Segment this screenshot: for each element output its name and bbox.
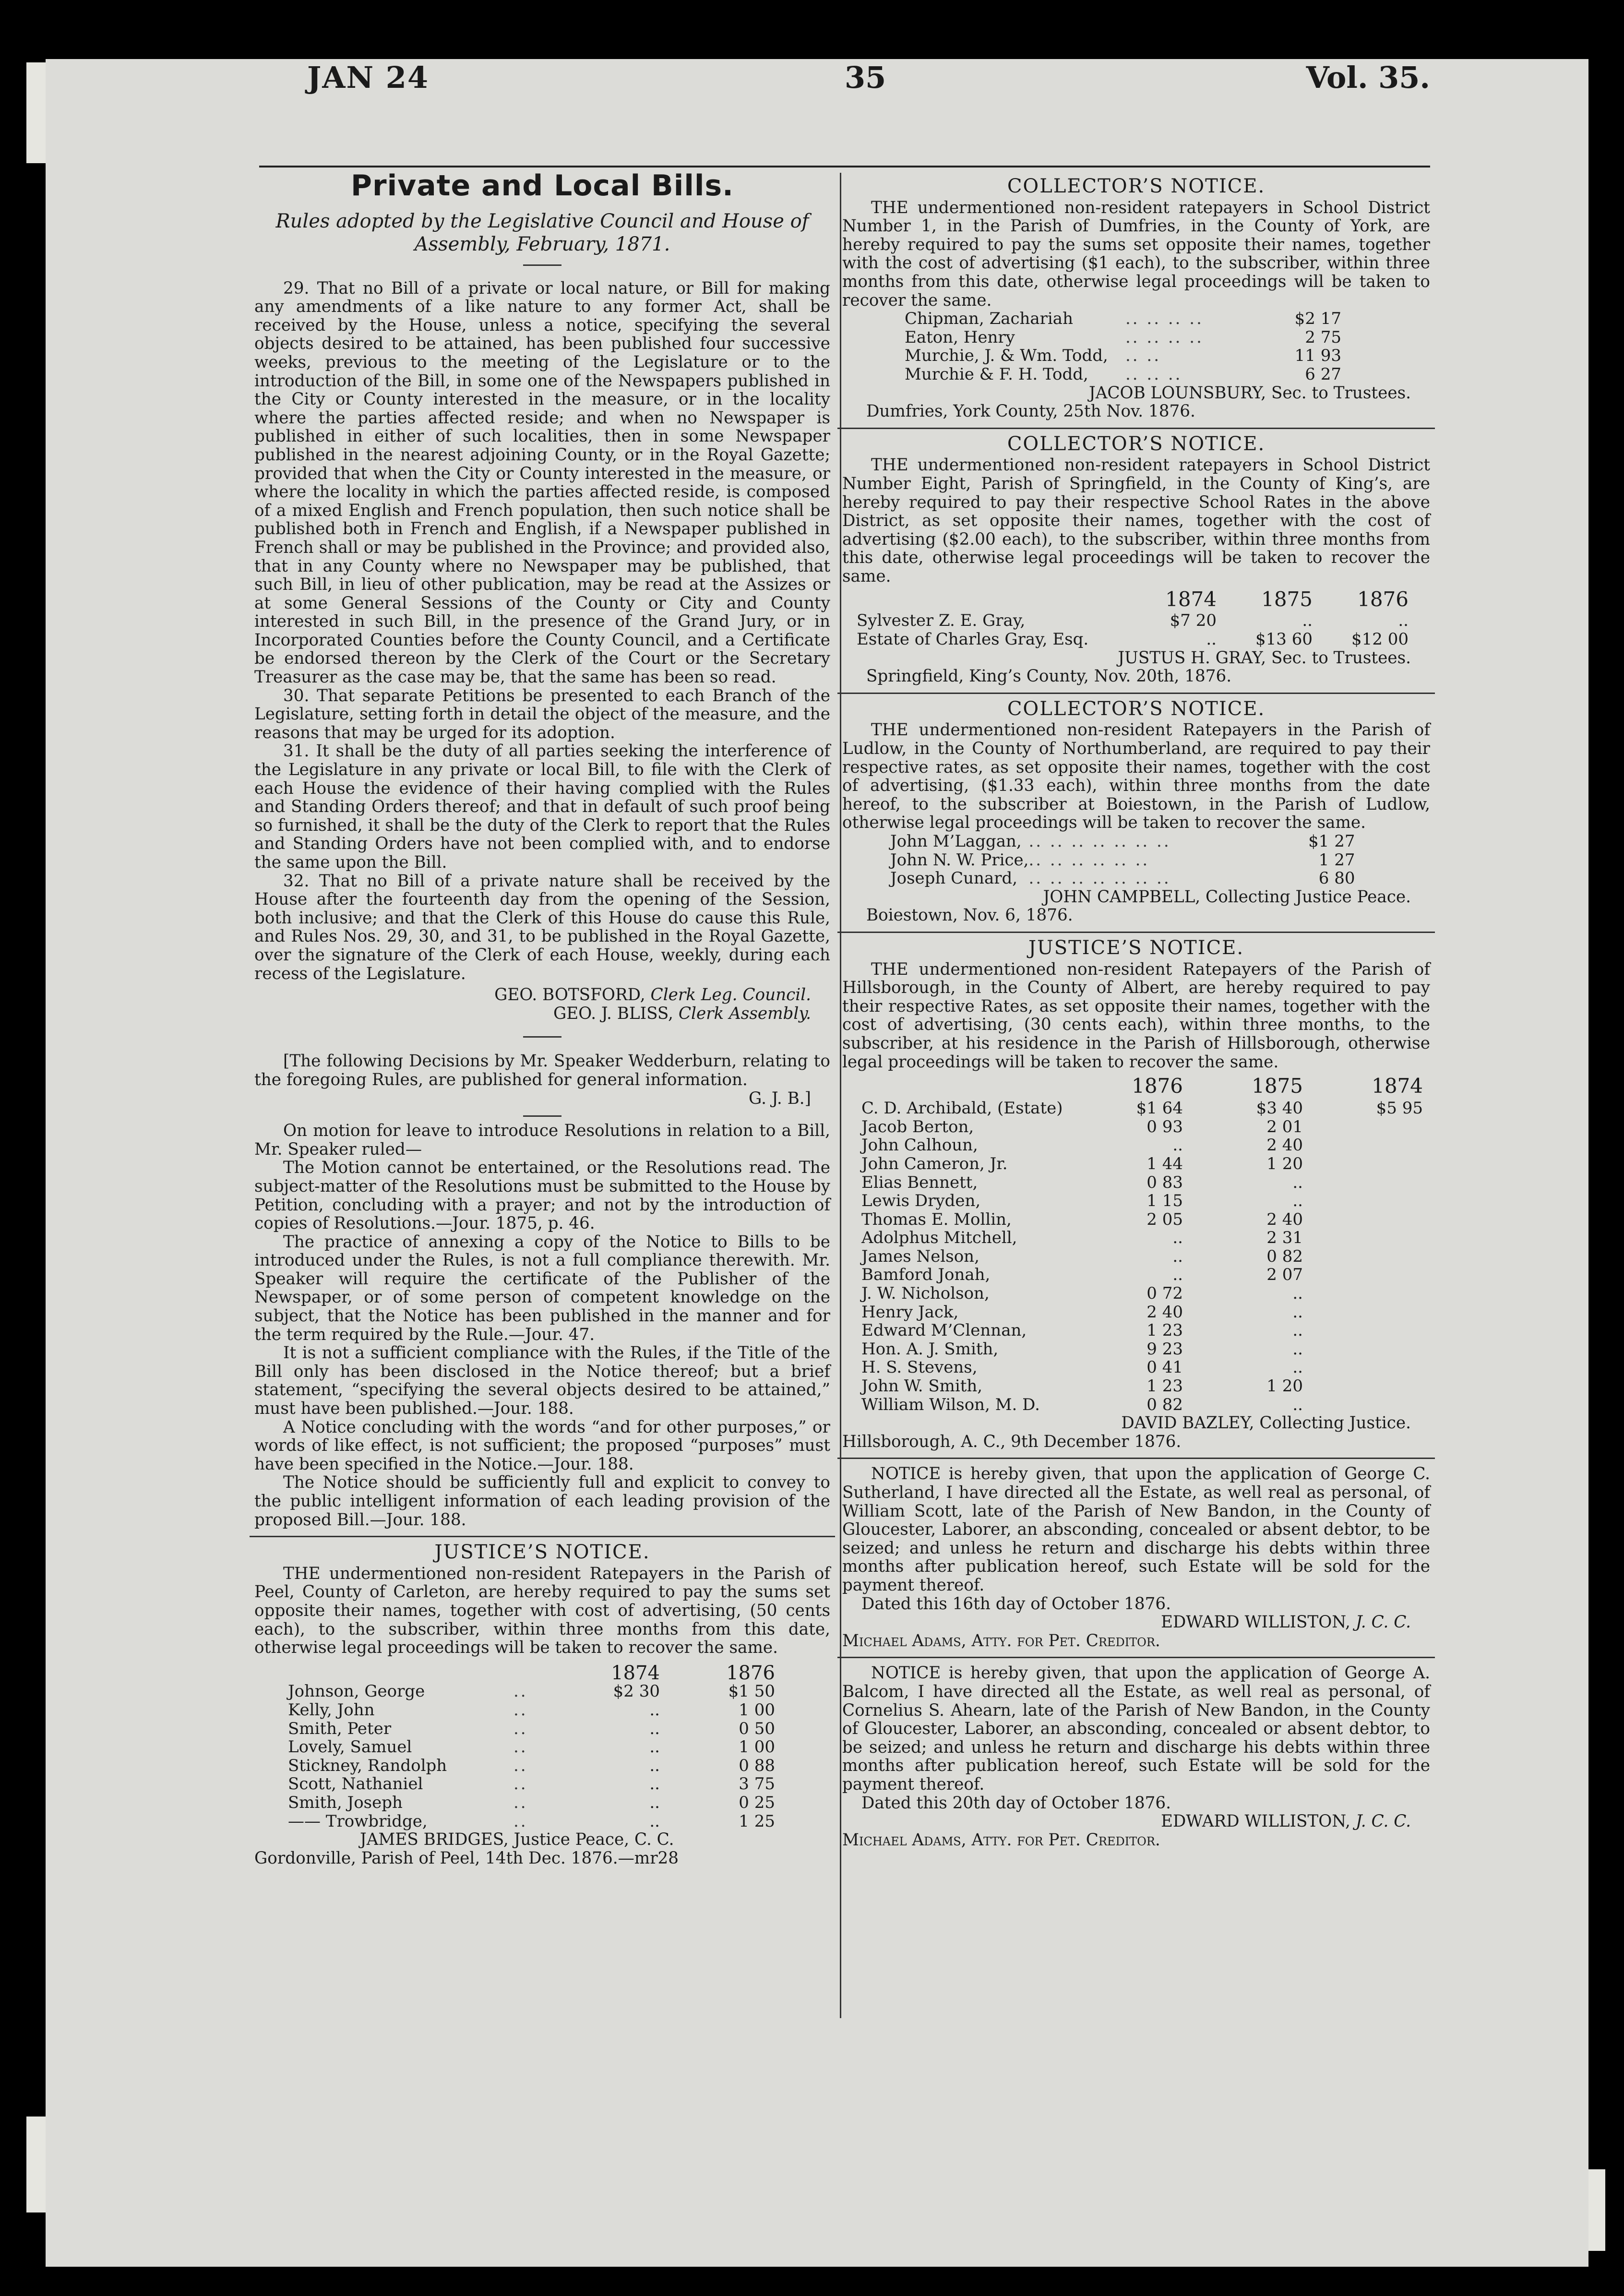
table-cell: .. [1292, 1191, 1303, 1211]
scott-notice [842, 1465, 1430, 1650]
notice-body: THE undermentioned non-resident ratepayers in School District Number 1, in the Parish of Dumfries, in the County of York, are hereby required to pay the sums set opposite their names, together with the cost of advertising ($1 each), to the subscriber, within three months from this date, otherwise legal proceedings will be taken to recover the same. [842, 198, 1430, 310]
table-cell [1303, 1284, 1423, 1303]
table-cell: J. W. Nicholson, [861, 1284, 990, 1303]
notice-body: THE undermentioned non-resident Ratepayers of the Parish of Hillsborough, in the County of Albert, are hereby required to pay their respective Rates, as set opposite their names, together with the cost of advertising, (30 cents each), within three months, to the subscriber, at his residence in the Parish of Hillsborough, otherwise legal proceedings will be taken to recover the same. [842, 959, 1430, 1072]
table-cell: 0 88 [739, 1756, 775, 1775]
notice-place-date: Gordonville, Parish of Peel, 14th Dec. 1876.—mr28 [254, 1848, 679, 1868]
table-cell: 2 40 [1266, 1136, 1303, 1155]
left-column [254, 168, 830, 1867]
table-row [288, 1720, 775, 1738]
table-cell: 0 25 [739, 1793, 775, 1812]
notice-signer: JOHN CAMPBELL, Collecting Justice Peace. [1043, 887, 1411, 907]
table-cell: John N. W. Price, [890, 850, 1029, 870]
table-cell: 1 15 [1146, 1191, 1183, 1211]
short-rule [523, 1036, 561, 1038]
table-cell: Elias Bennett, [861, 1172, 978, 1192]
table-cell: James Nelson, [861, 1246, 979, 1266]
table-row [905, 328, 1341, 347]
table-cell: 2 07 [1266, 1265, 1303, 1285]
table-cell: H. S. Stevens, [861, 1358, 978, 1377]
table-cell: 0 83 [1146, 1172, 1183, 1192]
table-cell: Estate of Charles Gray, Esq. [857, 630, 1089, 649]
table-cell [1303, 1396, 1423, 1414]
table-row [861, 1247, 1423, 1266]
section-rule [837, 1458, 1435, 1459]
notice-signer: JACOB LOUNSBURY, Sec. to Trustees. [1088, 383, 1411, 403]
table-row [905, 310, 1341, 328]
notice-body: THE undermentioned non-resident Ratepayers in the Parish of Peel, County of Carleton, are hereby required to pay the sums set opposite their names, together with cost of advertising, (50 cents each), to the subscriber, within three months from this date, otherwise legal proceedings will be taken to recover the same. [254, 1564, 830, 1658]
springfield-notice [842, 432, 1430, 686]
table-row [890, 869, 1355, 888]
table-row [861, 1321, 1423, 1340]
table-cell [1303, 1377, 1423, 1396]
notice-dated: Dated this 16th day of October 1876. [861, 1594, 1171, 1614]
table-cell: Kelly, John [288, 1700, 375, 1720]
table-row [288, 1757, 775, 1775]
notice-heading: COLLECTOR’S NOTICE. [1007, 432, 1266, 455]
table-cell: John Calhoun, [861, 1136, 978, 1155]
notice-place-date: Dumfries, York County, 25th Nov. 1876. [866, 402, 1195, 421]
table-cell: Lovely, Samuel [288, 1737, 412, 1757]
ludlow-notice [842, 697, 1430, 925]
table-cell: 1 00 [739, 1737, 775, 1757]
decision-1: On motion for leave to introduce Resolutions in relation to a Bill, Mr. Speaker ruled— [254, 1121, 830, 1159]
table-cell: .. [1292, 1172, 1303, 1192]
section-rule [837, 693, 1435, 694]
table-row [861, 1136, 1423, 1155]
table-cell: $2 30 [613, 1682, 660, 1701]
table-cell: $3 40 [1256, 1099, 1303, 1118]
table-cell: .. [1302, 611, 1313, 631]
table-cell: 0 72 [1146, 1284, 1183, 1303]
table-row [890, 832, 1355, 851]
table-row [905, 365, 1341, 384]
table-cell: 11 93 [1294, 346, 1341, 366]
table-cell: 2 05 [1146, 1209, 1183, 1229]
table-cell: Chipman, Zachariah [905, 309, 1073, 329]
rules-intro: Rules adopted by the Legislative Council and House of Assembly, February, 1871. [275, 210, 809, 255]
table-cell: 3 75 [739, 1774, 775, 1794]
section-rule [837, 428, 1435, 429]
year-header: 1874 [611, 1662, 660, 1684]
table-cell: .. [513, 1811, 528, 1831]
rule-30: 30. That separate Petitions be presented to each Branch of the Legislature, setting forth in detail the object of the measure, and the reasons that may be urged for its adoption. [254, 686, 830, 742]
notice-heading: JUSTICE’S NOTICE. [434, 1541, 650, 1564]
table-cell: 2 40 [1266, 1209, 1303, 1229]
table-cell: 9 23 [1146, 1339, 1183, 1359]
notice-attorney: Michael Adams, Atty. for Pet. Creditor. [842, 1631, 1160, 1650]
table-cell: 0 50 [739, 1719, 775, 1738]
table-cell: 6 80 [1318, 869, 1355, 888]
table-cell [1303, 1118, 1423, 1136]
table-cell [1303, 1155, 1423, 1173]
notice-heading: JUSTICE’S NOTICE. [1028, 936, 1244, 959]
table-cell: .. [649, 1793, 660, 1812]
table-cell: 0 93 [1146, 1117, 1183, 1136]
table-cell: $7 20 [1170, 611, 1217, 631]
table-cell [1303, 1173, 1423, 1192]
notice-signer: DAVID BAZLEY, Collecting Justice. [1121, 1413, 1411, 1433]
table-cell: $1 27 [1308, 832, 1355, 851]
table-cell: .. [649, 1700, 660, 1720]
table-cell: —— Trowbridge, [288, 1811, 428, 1831]
table-cell: Murchie & F. H. Todd, [905, 364, 1088, 384]
table-cell: 1 23 [1146, 1321, 1183, 1340]
scan-edge-mark [26, 2117, 46, 2212]
ratepayer-table [288, 1664, 775, 1830]
table-cell: William Wilson, M. D. [861, 1395, 1040, 1414]
table-cell: Stickney, Randolph [288, 1756, 447, 1775]
table-cell: 0 41 [1146, 1358, 1183, 1377]
table-row [288, 1775, 775, 1794]
notice-body: THE undermentioned non-resident Ratepayers in the Parish of Ludlow, in the County of Northumberland, are required to pay their respective rates, as set opposite their names, together with the cost of advertising, ($1.33 each), within three months from the date hereof, to the subscriber at Boiestown, in the Parish of Ludlow, otherwise legal proceedings will be taken to recover the same. [842, 720, 1430, 833]
table-cell: Scott, Nathaniel [288, 1774, 423, 1794]
rule-29: 29. That no Bill of a private or local nature, or Bill for making any amendments of a like nature to any former Act, shall be received by the House, unless a notice, specifying the several objects desired to be attained, has been published four successive weeks, previous to the meeting of the Legislature or to the introduction of the Bill, in some one of the Newspapers published in the City or County interested in the measure, or in the locality where the parties affected reside; and when no Newspaper is published in either of such localities, then in some Newspaper published in the nearest adjoining County, or in the Royal Gazette; provided that when the City or County interested in the measure, or where the locality in which the parties affected reside, is composed of a mixed English and French population, then such notice shall be published both in French and English, if a Newspaper published in French shall or may be published in the Province; and provided also, that in any County where no Newspaper may be published, that such Bill, in lieu of other publication, may be read at the Assizes or at some General Sessions of the County or City and County interested in such Bill, in the presence of the Grand Jury, or in Incorporated Counties before the County Council, and a Certificate be endorsed thereon by the Clerk of the Court or the Secretary Treasurer as the case may be, that the same has been so read. [254, 278, 830, 687]
table-cell [1303, 1247, 1423, 1266]
decision-3: The practice of annexing a copy of the Notice to Bills to be introduced under the Rules, is not a full compliance therewith. Mr. Speaker will require the certificate of the Publisher of the Newspaper, or of some person of competent knowledge on the subject, that the Notice has been published in the manner and for the term required by the Rule.—Jour. 47. [254, 1232, 830, 1344]
header-volume: Vol. 35. [1306, 60, 1430, 95]
table-cell: 0 82 [1266, 1246, 1303, 1266]
table-row [288, 1812, 775, 1831]
notice-body: NOTICE is hereby given, that upon the application of George A. Balcom, I have directed all the Estate, as well real as personal, of Cornelius S. Ahearn, late of the Parish of New Bandon, in the County of Gloucester, Laborer, an absconding, concealed or absent debtor, to be seized; and unless he return and discharge his debts within three months after publication hereof, such Estate will be sold for the payment thereof. [842, 1663, 1430, 1794]
decisions-intro: [The following Decisions by Mr. Speaker Wedderburn, relating to the foregoing Rules, are published for general information. [254, 1052, 830, 1089]
hillsborough-notice [842, 936, 1430, 1451]
table-cell: .. [1292, 1358, 1303, 1377]
table-cell [1303, 1358, 1423, 1377]
peel-notice [254, 1543, 830, 1867]
table-cell: John Cameron, Jr. [861, 1154, 1008, 1173]
notice-place-date: Springfield, King’s County, Nov. 20th, 1876. [866, 667, 1232, 686]
table-cell: .. [1206, 630, 1217, 649]
table-cell: .. .. [1125, 346, 1161, 366]
table-cell: .. [1172, 1246, 1183, 1266]
section-title: Private and Local Bills. [351, 169, 734, 203]
year-header: 1876 [726, 1662, 775, 1684]
table-row [861, 1377, 1423, 1396]
table-cell: $12 00 [1351, 630, 1409, 649]
table-cell: .. .. .. [1125, 364, 1182, 384]
year-header: 1875 [1261, 587, 1313, 611]
table-cell: .. [513, 1774, 528, 1794]
table-cell: Murchie, J. & Wm. Todd, [905, 346, 1108, 366]
year-header: 1874 [1165, 587, 1217, 611]
table-cell [1303, 1321, 1423, 1340]
table-cell: 1 20 [1266, 1376, 1303, 1396]
year-header: 1876 [1357, 587, 1409, 611]
notice-place-date: Boiestown, Nov. 6, 1876. [866, 906, 1073, 925]
table-cell: .. [513, 1700, 528, 1720]
table-cell: 2 31 [1266, 1228, 1303, 1248]
table-cell: .. [513, 1756, 528, 1775]
table-cell: .. [1172, 1136, 1183, 1155]
notice-heading: COLLECTOR’S NOTICE. [1007, 697, 1266, 720]
table-cell: $5 95 [1376, 1099, 1423, 1118]
table-cell: John M’Laggan, [890, 832, 1022, 851]
table-cell: Jacob Berton, [861, 1117, 974, 1136]
table-cell: Smith, Peter [288, 1719, 392, 1738]
table-row [861, 1155, 1423, 1173]
table-cell: .. [649, 1774, 660, 1794]
table-cell: $13 60 [1255, 630, 1313, 649]
decision-2: The Motion cannot be entertained, or the Resolutions read. The subject-matter of the Resolutions must be submitted to the House by Petition, concluding with a prayer; and not by the introduction of copies of Resolutions.—Jour. 1875, p. 46. [254, 1158, 830, 1233]
table-cell: .. [513, 1682, 528, 1701]
table-cell [1303, 1303, 1423, 1322]
table-cell: Johnson, George [288, 1682, 425, 1701]
table-row [861, 1396, 1423, 1414]
table-cell: John W. Smith, [861, 1376, 983, 1396]
table-cell: 6 27 [1305, 364, 1341, 384]
table-cell: .. [1292, 1395, 1303, 1414]
table-cell: 1 00 [739, 1700, 775, 1720]
column-divider [840, 173, 841, 2018]
table-cell: 1 20 [1266, 1154, 1303, 1173]
notice-attorney: Michael Adams, Atty. for Pet. Creditor. [842, 1830, 1160, 1850]
scan-edge-mark [1588, 2169, 1605, 2251]
table-row [288, 1794, 775, 1812]
table-cell: .. [649, 1737, 660, 1757]
scan-edge-mark [26, 62, 46, 163]
table-row [861, 1192, 1423, 1210]
table-cell: .. .. .. .. .. .. [1028, 850, 1150, 870]
table-cell: .. [1398, 611, 1409, 631]
table-cell: Thomas E. Mollin, [861, 1209, 1012, 1229]
year-header: 1874 [1372, 1074, 1423, 1098]
table-cell: .. [649, 1811, 660, 1831]
table-row [857, 630, 1409, 649]
section-rule [837, 932, 1435, 933]
table-cell [1303, 1229, 1423, 1247]
table-row [905, 347, 1341, 365]
table-cell: Adolphus Mitchell, [861, 1228, 1017, 1248]
table-cell: 1 27 [1318, 850, 1355, 870]
table-row [861, 1099, 1423, 1118]
table-cell: .. .. .. .. [1125, 309, 1204, 329]
table-row [861, 1303, 1423, 1322]
table-cell: .. [1292, 1321, 1303, 1340]
table-cell: Hon. A. J. Smith, [861, 1339, 999, 1359]
table-row [288, 1738, 775, 1757]
table-cell [1303, 1192, 1423, 1210]
table-row [861, 1340, 1423, 1359]
table-cell: .. .. .. .. .. .. .. [1028, 832, 1171, 851]
table-cell: 2 01 [1266, 1117, 1303, 1136]
table-cell [1303, 1136, 1423, 1155]
ratepayer-table [861, 1073, 1423, 1414]
notice-signer: JUSTUS H. GRAY, Sec. to Trustees. [1118, 648, 1411, 668]
rule-32: 32. That no Bill of a private nature shall be received by the House after the fourteenth day from the opening of the Session, both inclusive; and that the Clerk of this House do cause this Rule, and Rules Nos. 29, 30, and 31, to be published in the Royal Gazette, over the signature of the Clerk of each House, weekly, during each recess of the Legislature. [254, 871, 830, 983]
notice-place-date: Hillsborough, A. C., 9th December 1876. [842, 1432, 1182, 1451]
table-cell: Smith, Joseph [288, 1793, 403, 1812]
notice-signer: EDWARD WILLISTON, J. C. C. [1160, 1613, 1411, 1632]
table-cell: Edward M’Clennan, [861, 1321, 1027, 1340]
page-header [259, 60, 1430, 166]
table-cell: 2 75 [1305, 327, 1341, 347]
table-row [861, 1118, 1423, 1136]
table-row [861, 1284, 1423, 1303]
table-cell [1303, 1266, 1423, 1284]
table-cell: Sylvester Z. E. Gray, [857, 611, 1026, 631]
table-cell: $1 50 [728, 1682, 775, 1701]
ratepayer-table [857, 587, 1409, 648]
table-row [861, 1210, 1423, 1229]
notice-heading: COLLECTOR’S NOTICE. [1007, 175, 1266, 197]
table-row [890, 851, 1355, 870]
table-row [861, 1358, 1423, 1377]
ratepayer-table [905, 310, 1341, 383]
table-cell: .. .. .. .. [1125, 327, 1204, 347]
table-cell: .. [1292, 1339, 1303, 1359]
table-row [288, 1701, 775, 1720]
notice-signer: EDWARD WILLISTON, J. C. C. [1160, 1812, 1411, 1831]
table-row [861, 1173, 1423, 1192]
table-cell: .. [513, 1719, 528, 1738]
header-date: JAN 24 [307, 60, 429, 95]
section-rule [250, 1536, 835, 1537]
ratepayer-table [890, 832, 1355, 888]
table-cell: Lewis Dryden, [861, 1191, 981, 1211]
table-cell: .. [1292, 1284, 1303, 1303]
decision-4: It is not a sufficient compliance with the Rules, if the Title of the Bill only has been disclosed in the Notice thereof; but a brief statement, “specifying the several objects desired to be attained,” must have been published.—Jour. 188. [254, 1343, 830, 1419]
table-cell: .. [1172, 1228, 1183, 1248]
table-row [861, 1229, 1423, 1247]
section-rule [837, 1657, 1435, 1658]
decision-6: The Notice should be sufficiently full and explicit to convey to the public intelligent information of each leading provision of the proposed Bill.—Jour. 188. [254, 1473, 830, 1530]
table-cell: $1 64 [1136, 1099, 1183, 1118]
table-cell: Eaton, Henry [905, 327, 1015, 347]
table-cell: 2 40 [1146, 1302, 1183, 1322]
table-cell: .. [1172, 1265, 1183, 1285]
notice-dated: Dated this 20th day of October 1876. [861, 1793, 1171, 1813]
ahearn-notice [842, 1664, 1430, 1849]
decision-5: A Notice concluding with the words “and for other purposes,” or words of like effect, is not sufficient; the proposed “purposes” must have been specified in the Notice.—Jour. 188. [254, 1417, 830, 1474]
table-cell: Bamford Jonah, [861, 1265, 991, 1285]
notice-body: THE undermentioned non-resident ratepayers in School District Number Eight, Parish of Springfield, in the County of King’s, are hereby required to pay their respective School Rates in the above District, as set opposite their names, together with the cost of advertising ($2.00 each), to the subscriber, within three months from this date, otherwise legal proceedings will be taken to recover the same. [842, 455, 1430, 586]
table-row [861, 1266, 1423, 1284]
table-cell [1303, 1210, 1423, 1229]
table-cell: .. [1292, 1302, 1303, 1322]
short-rule [523, 1115, 561, 1117]
short-rule [523, 264, 561, 266]
table-cell: Henry Jack, [861, 1302, 959, 1322]
table-cell: 1 25 [739, 1811, 775, 1831]
table-cell: .. [649, 1756, 660, 1775]
notice-body: NOTICE is hereby given, that upon the application of George C. Sutherland, I have directed all the Estate, as well real as personal, of William Scott, late of the Parish of New Bandon, in the County of Gloucester, Laborer, an absconding, concealed or absent debtor, to be seized; and unless he return and discharge his debts within three months after publication hereof, such Estate will be sold for the payment thereof. [842, 1464, 1430, 1595]
rule-31: 31. It shall be the duty of all parties seeking the interference of the Legislature in any private or local Bill, to file with the Clerk of each House the evidence of their having complied with the Rules and Standing Orders thereof; and that in default of such proof being so furnished, it shall be the duty of the Clerk to report that the Rules and Standing Orders have not been complied with, and to endorse the same upon the Bill. [254, 741, 830, 872]
table-cell: 1 23 [1146, 1376, 1183, 1396]
table-cell: .. [513, 1793, 528, 1812]
table-cell: Joseph Cunard, [890, 869, 1018, 888]
table-cell [1303, 1340, 1423, 1359]
table-cell: .. .. .. .. .. .. .. [1028, 869, 1171, 888]
table-row [288, 1682, 775, 1701]
table-cell: 0 82 [1146, 1395, 1183, 1414]
notice-signer: JAMES BRIDGES, Justice Peace, C. C. [360, 1830, 674, 1850]
table-row [857, 611, 1409, 630]
decisions-initials: G. J. B.] [749, 1088, 811, 1108]
year-header: 1875 [1252, 1074, 1303, 1098]
dumfries-notice [842, 177, 1430, 421]
table-cell: 1 44 [1146, 1154, 1183, 1173]
header-page-number: 35 [845, 60, 886, 95]
table-cell: .. [649, 1719, 660, 1738]
table-cell: .. [513, 1737, 528, 1757]
header-rule [259, 166, 1430, 167]
table-cell: C. D. Archibald, (Estate) [861, 1099, 1063, 1118]
signature-bliss: GEO. J. BLISS, Clerk Assembly. [553, 1004, 811, 1023]
right-column [842, 175, 1430, 1849]
year-header: 1876 [1132, 1074, 1183, 1098]
signature-botsford: GEO. BOTSFORD, Clerk Leg. Council. [494, 985, 811, 1005]
table-cell: $2 17 [1294, 309, 1341, 329]
